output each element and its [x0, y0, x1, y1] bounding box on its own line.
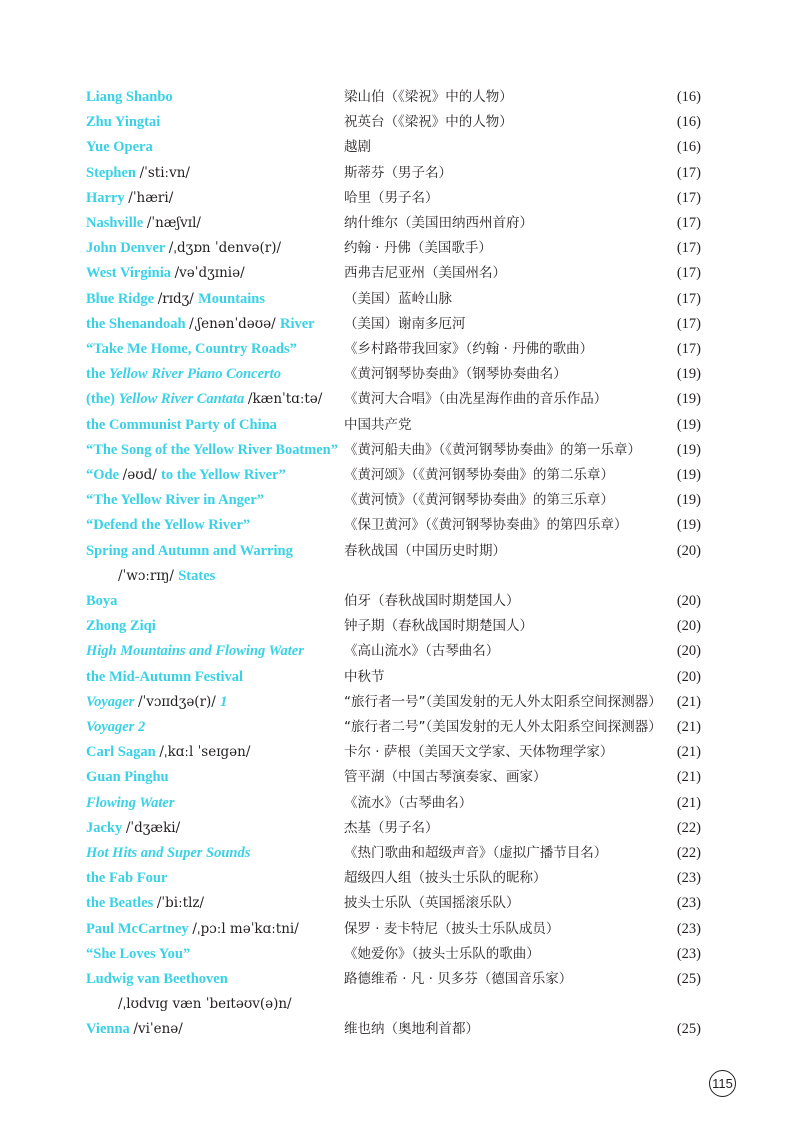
page-reference: (25) — [676, 971, 701, 987]
entry-term-continuation — [118, 566, 215, 586]
page-reference: (19) — [676, 492, 701, 509]
term-text: River — [280, 315, 315, 332]
entry-term — [86, 541, 293, 561]
entry-term — [86, 389, 322, 409]
chinese-gloss: “旅行者二号”（美国发射的无人外太阳系空间探测器） — [344, 719, 662, 735]
entry-term — [86, 616, 156, 636]
term-text: Mountains — [198, 290, 266, 307]
page-reference: (17) — [676, 341, 701, 357]
page-reference: (17) — [676, 315, 701, 332]
term-text: Carl Sagan — [86, 744, 160, 761]
phonetic-transcription: /ˈwɔːrɪŋ/ — [118, 567, 179, 584]
page-reference: (17) — [676, 290, 701, 307]
chinese-gloss: 超级四人组（披头士乐队的昵称） — [344, 870, 547, 887]
page-reference: (21) — [676, 693, 701, 710]
term-text: Guan Pinghu — [86, 769, 169, 786]
chinese-gloss: 中国共产党 — [344, 416, 412, 433]
page-reference: (23) — [676, 870, 701, 887]
entry-term — [86, 415, 277, 435]
chinese-gloss: 哈里（男子名） — [344, 189, 439, 206]
phonetic-transcription: /ˈhæri/ — [128, 189, 174, 206]
phonetic-transcription: /əʊd/ — [122, 467, 162, 483]
term-text: Voyager — [86, 693, 138, 710]
chinese-gloss: 纳什维尔（美国田纳西州首府） — [344, 215, 533, 231]
phonetic-transcription: /ˈnæʃvɪl/ — [146, 215, 201, 231]
phonetic-transcription: /ˌdʒɒn ˈdenvə(r)/ — [168, 240, 282, 257]
page-reference: (17) — [676, 240, 701, 257]
chinese-gloss: 《黄河船夫曲》（《黄河钢琴协奏曲》的第一乐章） — [344, 441, 641, 458]
page-reference: (17) — [676, 265, 701, 282]
chinese-gloss: （美国）蓝岭山脉 — [344, 290, 452, 307]
glossary-entry — [0, 541, 800, 584]
chinese-gloss: 春秋战国（中国历史时期） — [344, 542, 506, 559]
entry-term — [86, 188, 173, 208]
page-reference: (19) — [676, 366, 701, 383]
page-reference: (22) — [676, 845, 701, 861]
glossary-entry — [0, 868, 800, 893]
glossary-entry — [0, 238, 800, 263]
page-reference: (20) — [676, 542, 701, 559]
term-text: “The Song of the Yellow River Boatmen” — [86, 441, 338, 458]
chinese-gloss: 斯蒂芬（男子名） — [344, 164, 452, 181]
term-text: Spring and Autumn and Warring — [86, 542, 293, 559]
phonetic-transcription: /ˌkɑːl ˈseɪgən/ — [159, 744, 251, 761]
term-text: “The Yellow River in Anger” — [86, 492, 265, 509]
glossary-entry — [0, 1019, 800, 1044]
entry-term — [86, 515, 250, 535]
glossary-entry — [0, 87, 800, 112]
glossary-entry — [0, 213, 800, 238]
glossary-entry — [0, 440, 800, 465]
term-text: Hot Hits and Super Sounds — [86, 845, 251, 861]
entry-term — [86, 1019, 183, 1039]
page-reference: (23) — [676, 945, 701, 962]
phonetic-transcription: /vəˈdʒɪniə/ — [174, 265, 245, 282]
phonetic-transcription: /ˌpɔːl məˈkɑːtni/ — [192, 920, 299, 937]
entry-term — [86, 465, 286, 485]
phonetic-transcription: /rɪdʒ/ — [157, 290, 199, 307]
page-reference: (16) — [676, 139, 701, 156]
term-text: Zhong Ziqi — [86, 618, 156, 635]
entry-term — [86, 364, 281, 384]
entry-term — [86, 717, 145, 737]
page-reference: (22) — [676, 819, 701, 836]
term-text: “Take Me Home, Country Roads” — [86, 341, 297, 357]
glossary-entry — [0, 919, 800, 944]
term-text: Yue Opera — [86, 139, 153, 156]
entry-term — [86, 238, 281, 258]
term-text: the — [86, 366, 109, 383]
chinese-gloss: 管平湖（中国古琴演奏家、画家） — [344, 769, 547, 786]
page-reference: (20) — [676, 643, 701, 660]
term-text: Harry — [86, 189, 129, 206]
entry-term — [86, 969, 228, 989]
entry-term — [86, 440, 338, 460]
page-reference: (23) — [676, 920, 701, 937]
term-text: Vienna — [86, 1021, 134, 1038]
entry-term — [86, 818, 180, 838]
entry-term — [86, 667, 243, 687]
phonetic-transcription: /kænˈtɑːtə/ — [247, 391, 323, 408]
entry-term — [86, 793, 175, 813]
page-reference: (19) — [676, 441, 701, 458]
page-reference: (19) — [676, 416, 701, 433]
entry-term — [86, 641, 304, 661]
term-text: the Communist Party of China — [86, 416, 277, 433]
entry-term — [86, 490, 264, 510]
glossary-entry — [0, 969, 800, 1012]
page-reference: (23) — [676, 895, 701, 912]
page-reference: (16) — [676, 114, 701, 131]
glossary-entry — [0, 163, 800, 188]
glossary-entry — [0, 641, 800, 666]
chinese-gloss: 伯牙（春秋战国时期楚国人） — [344, 593, 520, 609]
term-text: Nashville — [86, 215, 147, 231]
page-reference: (20) — [676, 668, 701, 685]
entry-term — [86, 163, 190, 183]
entry-term-continuation — [118, 994, 292, 1014]
entry-term — [86, 843, 250, 863]
entry-term — [86, 289, 265, 309]
glossary-entry — [0, 742, 800, 767]
page-reference: (21) — [676, 794, 701, 811]
entry-term — [86, 137, 153, 157]
entry-term — [86, 919, 299, 939]
glossary-entry — [0, 289, 800, 314]
chinese-gloss: 披头士乐队（英国摇滚乐队） — [344, 895, 520, 912]
phonetic-transcription: /viˈenə/ — [133, 1021, 183, 1038]
entry-term — [86, 112, 160, 132]
term-text: John Denver — [86, 240, 169, 257]
glossary-entry — [0, 616, 800, 641]
entry-term — [86, 692, 227, 712]
entry-term — [86, 591, 117, 611]
entry-term — [86, 742, 250, 762]
entry-term — [86, 339, 297, 359]
phonetic-transcription: /ˌlʊdvɪg væn ˈbeɪtəʊv(ə)n/ — [118, 996, 292, 1012]
chinese-gloss: 西弗吉尼亚州（美国州名） — [344, 265, 506, 282]
chinese-gloss: 杰基（男子名） — [344, 819, 439, 836]
glossary-entry — [0, 692, 800, 717]
chinese-gloss: 《保卫黄河》（《黄河钢琴协奏曲》的第四乐章） — [344, 517, 628, 534]
glossary-entry — [0, 314, 800, 339]
entry-term — [86, 767, 169, 787]
glossary-entry — [0, 389, 800, 414]
glossary-entry — [0, 717, 800, 742]
glossary-entry — [0, 112, 800, 137]
term-text: the Beatles — [86, 895, 157, 912]
term-text: Flowing Water — [86, 794, 175, 811]
phonetic-transcription: /ˈvɔɪɪdʒə(r)/ — [137, 693, 221, 710]
glossary-entry — [0, 263, 800, 288]
term-text: Ludwig van Beethoven — [86, 971, 228, 987]
chinese-gloss: 卡尔 · 萨根（美国天文学家、天体物理学家） — [344, 744, 614, 761]
glossary-entry — [0, 188, 800, 213]
term-text: Voyager 2 — [86, 719, 146, 735]
page-reference: (16) — [676, 89, 701, 105]
page-reference: (17) — [676, 164, 701, 181]
term-text: Blue Ridge — [86, 290, 158, 307]
chinese-gloss: 保罗 · 麦卡特尼（披头士乐队成员） — [344, 920, 560, 937]
page-reference: (19) — [676, 467, 701, 483]
glossary-entry — [0, 944, 800, 969]
entry-term — [86, 263, 245, 283]
page-reference: (19) — [676, 391, 701, 408]
phonetic-transcription: /ˈstiːvn/ — [139, 164, 190, 181]
phonetic-transcription: /ˈbiːtlz/ — [156, 895, 205, 912]
glossary-entry — [0, 767, 800, 792]
chinese-gloss: 《黄河大合唱》（由冼星海作曲的音乐作品） — [344, 391, 608, 408]
phonetic-transcription: /ˌʃenənˈdəʊə/ — [189, 315, 280, 332]
page-reference: (20) — [676, 618, 701, 635]
entry-term — [86, 944, 190, 964]
term-text: Stephen — [86, 164, 140, 181]
phonetic-transcription: /ˈdʒæki/ — [125, 819, 181, 836]
page-reference: (19) — [676, 517, 701, 534]
term-text: Jacky — [86, 819, 126, 836]
page-reference: (20) — [676, 593, 701, 609]
chinese-gloss: 《黄河钢琴协奏曲》（钢琴协奏曲名） — [344, 366, 567, 383]
term-text: the Shenandoah — [86, 315, 190, 332]
term-text: States — [178, 567, 216, 584]
glossary-entry — [0, 339, 800, 364]
term-text: the Fab Four — [86, 870, 168, 887]
entry-term — [86, 893, 204, 913]
page-reference: (21) — [676, 719, 701, 735]
chinese-gloss: 约翰 · 丹佛（美国歌手） — [344, 240, 492, 257]
chinese-gloss: 《热门歌曲和超级声音》（虚拟广播节目名） — [344, 845, 608, 861]
entry-term — [86, 213, 201, 233]
term-text: the Mid-Autumn Festival — [86, 668, 244, 685]
chinese-gloss: 梁山伯（《梁祝》中的人物） — [344, 89, 513, 105]
chinese-gloss: 维也纳（奥地利首都） — [344, 1021, 479, 1038]
chinese-gloss: 《黄河愤》（《黄河钢琴协奏曲》的第三乐章） — [344, 492, 614, 509]
term-text: “She Loves You” — [86, 945, 191, 962]
glossary-entry — [0, 137, 800, 162]
glossary-entry — [0, 893, 800, 918]
glossary-entry — [0, 465, 800, 490]
chinese-gloss: （美国）谢南多厄河 — [344, 315, 466, 332]
chinese-gloss: 《流水》（古琴曲名） — [344, 794, 473, 811]
page-reference: (25) — [676, 1021, 701, 1038]
term-text: Boya — [86, 593, 118, 609]
page-reference: (17) — [676, 215, 701, 231]
entry-term — [86, 314, 315, 334]
term-text: Liang Shanbo — [86, 89, 173, 105]
glossary-entry — [0, 591, 800, 616]
page-number: 115 — [709, 1070, 736, 1097]
term-text: West Virginia — [86, 265, 175, 282]
entry-term — [86, 868, 167, 888]
term-text: 1 — [220, 693, 228, 710]
term-text: Zhu Yingtai — [86, 114, 161, 131]
term-text: Yellow River Cantata — [118, 391, 248, 408]
term-text: “Defend the Yellow River” — [86, 517, 251, 534]
chinese-gloss: 《她爱你》（披头士乐队的歌曲） — [344, 945, 540, 962]
term-text: Paul McCartney — [86, 920, 193, 937]
entry-term — [86, 87, 173, 107]
glossary-entry — [0, 843, 800, 868]
chinese-gloss: 中秋节 — [344, 668, 385, 685]
chinese-gloss: 《乡村路带我回家》（约翰 · 丹佛的歌曲） — [344, 341, 594, 357]
term-text: to the Yellow River” — [161, 467, 286, 483]
term-text: Yellow River Piano Concerto — [108, 366, 281, 383]
chinese-gloss: 祝英台（《梁祝》中的人物） — [344, 114, 513, 131]
glossary-entry — [0, 793, 800, 818]
glossary-entry — [0, 415, 800, 440]
chinese-gloss: “旅行者一号”（美国发射的无人外太阳系空间探测器） — [344, 693, 662, 710]
page-reference: (21) — [676, 744, 701, 761]
page-reference: (21) — [676, 769, 701, 786]
term-text: (the) — [86, 391, 119, 408]
chinese-gloss: 路德维希 · 凡 · 贝多芬（德国音乐家） — [344, 971, 573, 987]
glossary-entry — [0, 818, 800, 843]
chinese-gloss: 《黄河颂》（《黄河钢琴协奏曲》的第二乐章） — [344, 467, 614, 483]
glossary-entry — [0, 515, 800, 540]
glossary-entry — [0, 667, 800, 692]
term-text: High Mountains and Flowing Water — [86, 643, 304, 660]
page-reference: (17) — [676, 189, 701, 206]
chinese-gloss: 越剧 — [344, 139, 371, 156]
glossary-entry — [0, 490, 800, 515]
term-text: “Ode — [86, 467, 123, 483]
glossary-entry — [0, 364, 800, 389]
chinese-gloss: 《高山流水》（古琴曲名） — [344, 643, 500, 660]
chinese-gloss: 钟子期（春秋战国时期楚国人） — [344, 618, 533, 635]
